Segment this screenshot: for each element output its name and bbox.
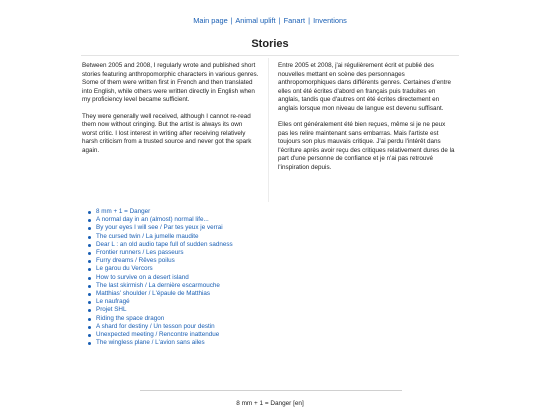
story-link[interactable]: Le garou du Vercors: [96, 265, 153, 273]
list-item: [88, 306, 288, 314]
bullet-icon: [88, 219, 91, 222]
story-link[interactable]: Frontier runners / Les passeurs: [96, 249, 184, 257]
bullet-icon: [88, 334, 91, 337]
bullet-icon: [88, 252, 91, 255]
story-list: [88, 208, 288, 347]
list-item: [88, 339, 288, 347]
bullet-icon: [88, 318, 91, 321]
bullet-icon: [88, 227, 91, 230]
list-item: [88, 216, 288, 224]
list-item: [88, 224, 288, 232]
story-link[interactable]: Riding the space dragon: [96, 314, 165, 322]
nav-link-inventions[interactable]: Inventions: [313, 16, 347, 25]
bullet-icon: [88, 277, 91, 280]
list-item: [88, 265, 288, 273]
story-link[interactable]: Matthias' shoulder / L'épaule de Matthias: [96, 290, 211, 298]
list-item: [88, 257, 288, 265]
list-item: [88, 282, 288, 290]
list-item: [88, 315, 288, 323]
story-link[interactable]: The wingless plane / L'avion sans ailes: [96, 339, 205, 347]
story-link[interactable]: Projet SHL: [96, 306, 127, 314]
story-link[interactable]: How to survive on a desert island: [96, 273, 189, 281]
bullet-icon: [88, 326, 91, 329]
bullet-icon: [88, 285, 91, 288]
intro-paragraph: Entre 2005 et 2008, j'ai régulièrement écrit et publié des nouvelles mettant en scène des personnages anthropomorphiques dans différents genres. Certaines d'entre elles ont été écrites d'abord en français puis traduites en anglais, tandis que d'autres ont été écrites directement en anglais lorsque mon niveau de langue est devenu suffisant.: [278, 62, 451, 112]
nav-link-fanart[interactable]: Fanart: [283, 16, 306, 25]
list-item: [88, 249, 288, 257]
list-item: [88, 290, 288, 298]
nav-link-main-page[interactable]: Main page: [193, 16, 228, 25]
list-item: [88, 323, 288, 331]
list-item: [88, 331, 288, 339]
story-link[interactable]: By your eyes I will see / Par tes yeux je verrai: [96, 224, 223, 232]
bullet-icon: [88, 268, 91, 271]
intro-french: [278, 62, 455, 180]
bullet-icon: [88, 301, 91, 304]
story-link[interactable]: Unexpected meeting / Rencontre inattendue: [96, 331, 220, 339]
story-link[interactable]: 8 mm + 1 = Danger: [96, 208, 151, 215]
section-divider: [140, 390, 402, 391]
story-link[interactable]: Le naufragé: [96, 298, 130, 306]
nav-link-animal-uplift[interactable]: Animal uplift: [235, 16, 276, 25]
bullet-icon: [88, 244, 91, 247]
nav-separator: |: [230, 16, 233, 25]
nav-separator: |: [278, 16, 281, 25]
list-item: [88, 208, 288, 216]
bullet-icon: [88, 211, 91, 214]
story-section-heading: 8 mm + 1 = Danger [en]: [236, 400, 304, 407]
list-item: [88, 274, 288, 282]
page-title: Stories: [251, 38, 289, 50]
nav-separator: |: [308, 16, 311, 25]
story-link[interactable]: The last skirmish / La dernière escarmouche: [96, 281, 220, 289]
story-link[interactable]: Dear L : an old audio tape full of sudden sadness: [96, 240, 233, 248]
top-navigation: [0, 16, 540, 25]
column-divider: [268, 58, 269, 202]
bullet-icon: [88, 293, 91, 296]
intro-paragraph: They were generally well received, although I cannot re-read them now without cringing. But the artist is always its own worst critic. I lost interest in writing after receiving relatively harsh criticism from a trusted source and never got the spark again.: [82, 112, 252, 154]
intro-paragraph: Elles ont généralement été bien reçues, même si je ne peux pas les relire maintenant sans embarras. Mais l'artiste est toujours son plus mauvais critique. J'ai perdu l'intérêt dans l'écriture après avoir reçu des critiques relativement dures de la part d'une personne de confiance et je n'ai pas retrouvé l'inspiration depuis.: [278, 121, 455, 171]
bullet-icon: [88, 236, 91, 239]
list-item: [88, 298, 288, 306]
bullet-icon: [88, 260, 91, 263]
bullet-icon: [88, 342, 91, 345]
intro-english: [82, 62, 259, 163]
list-item: [88, 233, 288, 241]
bullet-icon: [88, 309, 91, 312]
list-item: [88, 241, 288, 249]
story-link[interactable]: A normal day in an (almost) normal life...: [96, 216, 209, 224]
title-divider: [81, 55, 459, 56]
story-link[interactable]: The cursed twin / La jumelle maudite: [96, 232, 199, 240]
story-link[interactable]: Furry dreams / Rêves poilus: [96, 257, 175, 265]
intro-paragraph: Between 2005 and 2008, I regularly wrote and published short stories featuring anthropomorphic characters in various genres. Some of them were written first in French and then translated into English, while others were written directly in English when my proficiency level became sufficient.: [82, 62, 259, 103]
story-link[interactable]: A shard for destiny / Un tesson pour destin: [96, 322, 215, 330]
